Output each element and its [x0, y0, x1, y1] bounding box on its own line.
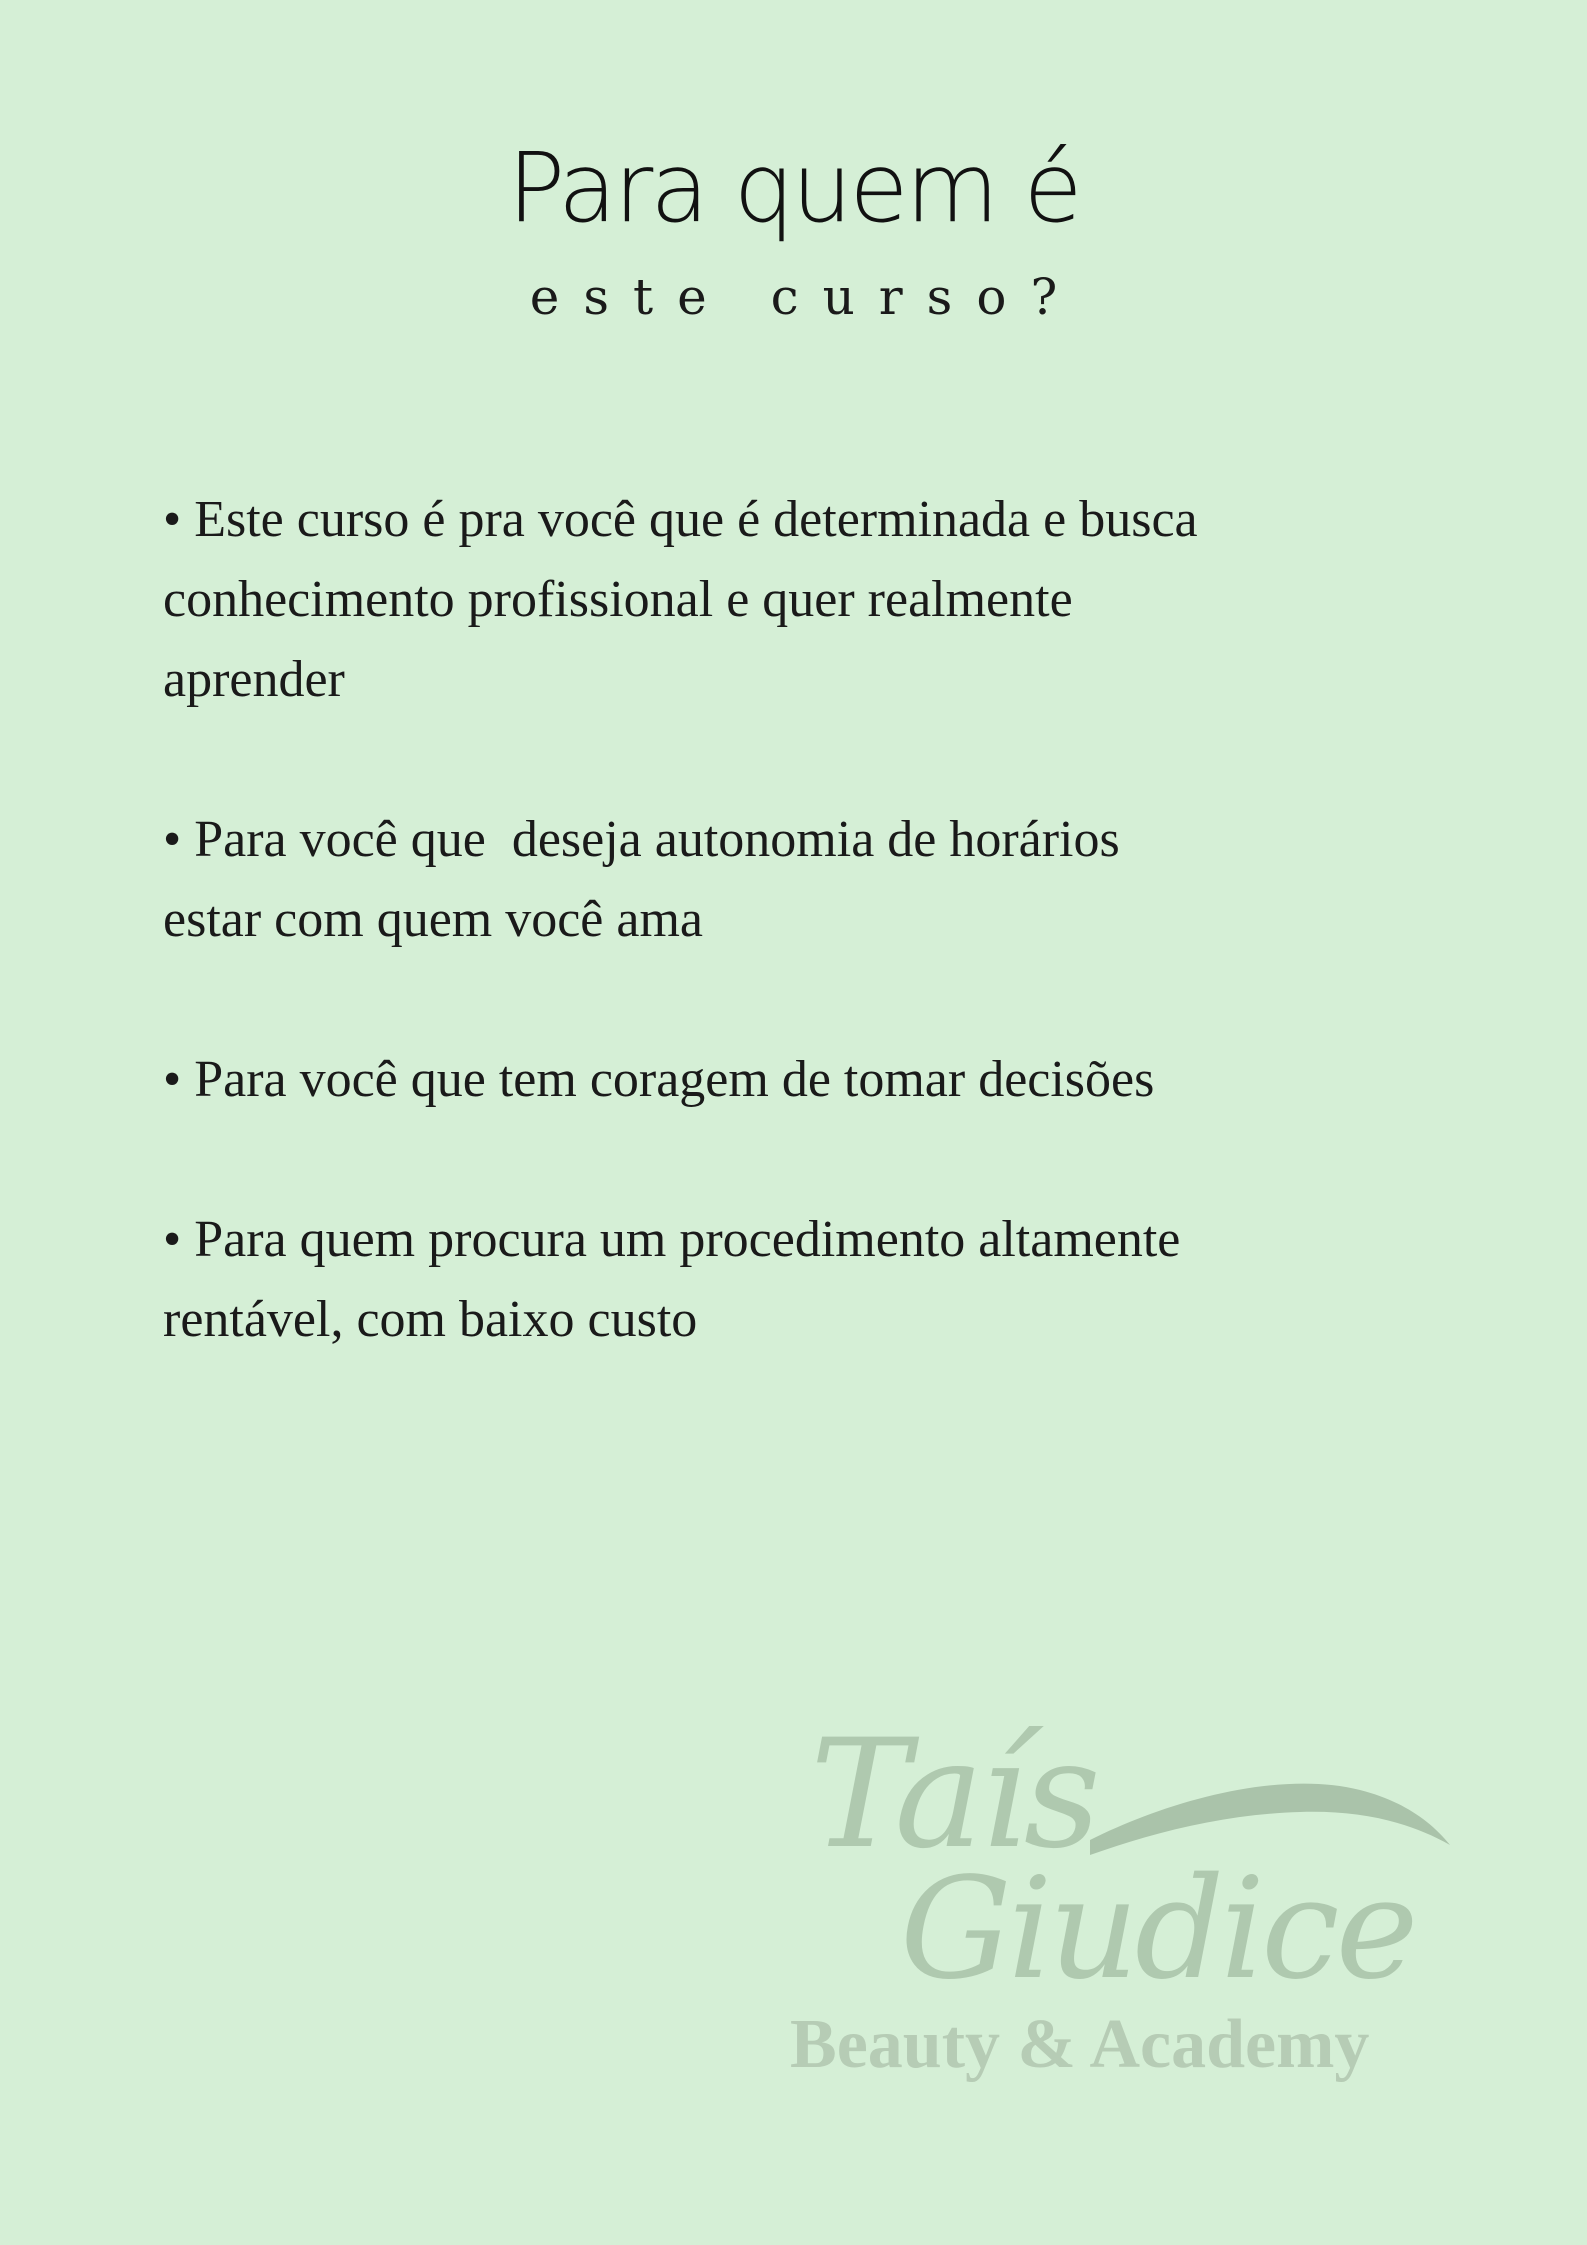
brand-logo: [780, 1710, 1460, 2090]
page-title: Para quem é: [507, 132, 1080, 244]
logo-tagline: Beauty & Academy: [790, 2006, 1370, 2083]
logo-line-2: Giudice: [900, 1848, 1415, 2011]
list-item: • Este curso é pra você que é determinada e busca conhecimento profissional e quer realmente aprender: [163, 491, 1198, 708]
logo-line-1: Taís: [810, 1708, 1097, 1882]
list-item: • Para você que tem coragem de tomar decisões: [163, 1051, 1155, 1108]
list-item: • Para você que deseja autonomia de horários estar com quem você ama: [163, 811, 1120, 948]
page-subtitle: este curso?: [529, 268, 1082, 326]
list-item: • Para quem procura um procedimento altamente rentável, com baixo custo: [163, 1211, 1181, 1348]
